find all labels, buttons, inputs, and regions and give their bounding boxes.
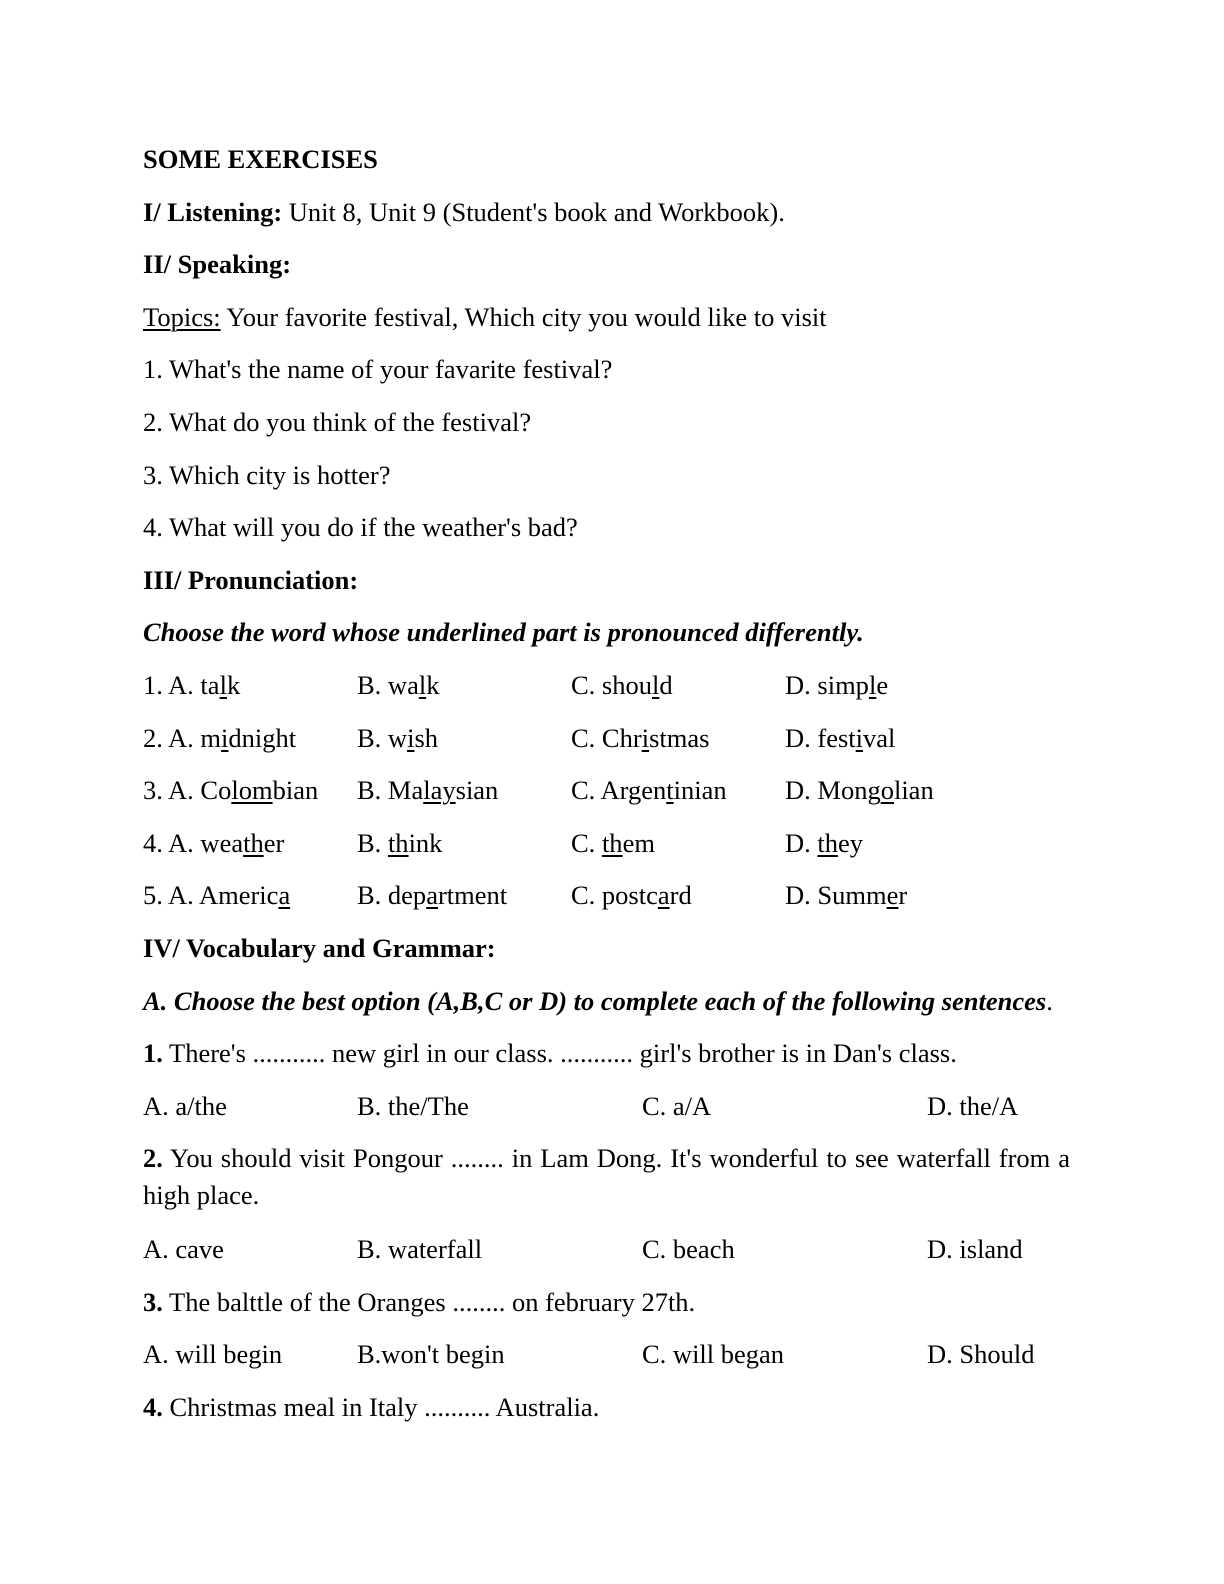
pronunciation-option (357, 665, 571, 705)
option-text-pre: C. (571, 827, 602, 858)
underlined-part: th (601, 827, 623, 858)
question-text: You should visit Pongour ........ in Lam Dong. It's wonderful to see waterfall from a high place. (143, 1143, 1070, 1211)
answer-options (143, 1334, 1070, 1387)
option-text-post: em (622, 827, 655, 858)
vocab-instruction-line (143, 981, 1070, 1034)
underlined-part: l (418, 669, 427, 700)
answer-option: C. beach (642, 1234, 735, 1265)
option-text-pre: C. Argen (571, 775, 667, 806)
underlined-part: l (219, 669, 227, 700)
option-text-post: er (263, 827, 285, 858)
vocab-question (143, 1138, 1070, 1229)
speaking-question: 1. What's the name of your favarite festival? (143, 354, 613, 385)
question-text: There's ........... new girl in our class. ........... girl's brother is in Dan's class. (162, 1038, 957, 1069)
option-text-pre: 1. A. ta (143, 669, 220, 700)
pronunciation-option (785, 875, 907, 915)
page-title: SOME EXERCISES (143, 144, 378, 174)
pronunciation-row (143, 875, 1070, 928)
speaking-question: 2. What do you think of the festival? (143, 406, 532, 437)
underlined-part: i (221, 722, 229, 753)
pronunciation-heading: III/ Pronunciation: (143, 564, 359, 595)
pronunciation-option (143, 823, 357, 863)
option-text-post: ey (838, 827, 864, 858)
listening-text: Unit 8, Unit 9 (Student's book and Workbook). (282, 196, 785, 227)
pronunciation-option (143, 718, 357, 758)
underlined-part: a (426, 880, 438, 911)
answer-options (143, 1229, 1070, 1282)
pronunciation-option (357, 875, 571, 915)
answer-option: A. will begin (143, 1339, 283, 1370)
option-text-post: rd (669, 880, 692, 911)
pronunciation-row (143, 665, 1070, 718)
pronunciation-option (571, 665, 785, 705)
pronunciation-option (143, 875, 357, 915)
answer-option: D. the/A (927, 1090, 1019, 1121)
option-text-post: e (876, 669, 889, 700)
option-text-post: k (426, 669, 440, 700)
topics-label: Topics: (143, 301, 221, 332)
underlined-part: o (880, 775, 894, 806)
pronunciation-option (143, 665, 357, 705)
option-text-pre: 2. A. m (143, 722, 222, 753)
option-text-post: sh (414, 722, 439, 753)
pronunciation-option (785, 665, 888, 705)
option-text-pre: D. Summ (785, 880, 887, 911)
pronunciation-option (357, 823, 571, 863)
underlined-part: lay (423, 775, 456, 806)
topics-text: Your favorite festival, Which city you would like to visit (220, 301, 827, 332)
pronunciation-option (571, 770, 785, 810)
listening-heading: I/ Listening: (143, 196, 283, 227)
option-text-pre: B. (357, 827, 388, 858)
pronunciation-option (357, 718, 571, 758)
underlined-part: th (817, 827, 839, 858)
answer-option: C. a/A (642, 1090, 712, 1121)
document-page (143, 139, 1070, 1440)
pronunciation-option (785, 770, 934, 810)
question-number: 3. (143, 1286, 163, 1317)
question-text: The balttle of the Oranges ........ on february 27th. (162, 1286, 696, 1317)
underlined-part: a (657, 880, 670, 911)
option-text-pre: B. wa (357, 669, 419, 700)
vocab-question (143, 1282, 1070, 1335)
vocab-question (143, 1387, 1070, 1440)
answer-option: D. island (927, 1234, 1023, 1265)
option-text-pre: B. dep (357, 880, 427, 911)
underlined-part: i (855, 722, 864, 753)
pronunciation-option (571, 875, 785, 915)
vocab-heading: IV/ Vocabulary and Grammar: (143, 932, 496, 963)
answer-option: C. will began (642, 1339, 785, 1370)
underlined-part: lom (231, 775, 273, 806)
vocab-instruction: A. Choose the best option (A,B,C or D) to complete each of the following sentences (143, 985, 1047, 1016)
pronunciation-row (143, 718, 1070, 771)
option-text-pre: C. postc (571, 880, 658, 911)
underlined-part: e (886, 880, 899, 911)
option-text-pre: 3. A. Co (143, 775, 232, 806)
option-text-post: r (898, 880, 908, 911)
option-text-pre: C. Chr (571, 722, 642, 753)
answer-options (143, 1086, 1070, 1139)
option-text-pre: D. (785, 827, 818, 858)
vocab-question-list (143, 1033, 1070, 1440)
option-text-post: bian (272, 775, 319, 806)
listening-line (143, 192, 1070, 245)
option-text-post: sian (455, 775, 499, 806)
option-text-pre: C. shou (571, 669, 652, 700)
answer-option: A. a/the (143, 1090, 227, 1121)
option-text-post: inian (673, 775, 727, 806)
option-text-pre: D. simp (785, 669, 869, 700)
pronunciation-instruction: Choose the word whose underlined part is pronounced differently. (143, 617, 864, 648)
pronunciation-option (571, 823, 785, 863)
speaking-heading: II/ Speaking: (143, 249, 292, 280)
pronunciation-table (143, 665, 1070, 928)
pronunciation-row (143, 823, 1070, 876)
underlined-part: i (641, 722, 650, 753)
option-text-pre: B. Ma (357, 775, 424, 806)
pronunciation-option (571, 718, 785, 758)
underlined-part: th (387, 827, 409, 858)
option-text-post: stmas (649, 722, 710, 753)
vocab-question (143, 1033, 1070, 1086)
underlined-part: th (243, 827, 264, 858)
answer-option: B. waterfall (357, 1234, 483, 1265)
pronunciation-option (357, 770, 571, 810)
pronunciation-option (785, 823, 863, 863)
option-text-pre: 5. A. Americ (143, 880, 279, 911)
option-text-pre: D. fest (785, 722, 856, 753)
answer-option: A. cave (143, 1234, 224, 1265)
vocab-instruction-end: . (1046, 985, 1053, 1016)
option-text-post: lian (893, 775, 934, 806)
pronunciation-option (143, 770, 357, 810)
option-text-post: ink (408, 827, 443, 858)
underlined-part: t (666, 775, 674, 806)
topics-line (143, 297, 1070, 350)
question-number: 2. (143, 1143, 163, 1174)
underlined-part: a (278, 880, 291, 911)
underlined-part: i (407, 722, 415, 753)
option-text-pre: D. Mong (785, 775, 881, 806)
option-text-pre: B. w (357, 722, 408, 753)
underlined-part: l (652, 669, 660, 700)
speaking-question: 4. What will you do if the weather's bad? (143, 512, 578, 543)
answer-option: B. the/The (357, 1090, 469, 1121)
option-text-post: d (659, 669, 673, 700)
question-number: 4. (143, 1392, 163, 1423)
pronunciation-row (143, 770, 1070, 823)
option-text-pre: 4. A. wea (143, 827, 244, 858)
pronunciation-option (785, 718, 895, 758)
option-text-post: dnight (228, 722, 297, 753)
underlined-part: l (868, 669, 877, 700)
answer-option: B.won't begin (357, 1339, 505, 1370)
speaking-question: 3. Which city is hotter? (143, 459, 391, 490)
question-number: 1. (143, 1038, 163, 1069)
option-text-post: rtment (437, 880, 508, 911)
option-text-post: val (863, 722, 896, 753)
option-text-post: k (226, 669, 241, 700)
question-text: Christmas meal in Italy .......... Australia. (162, 1392, 600, 1423)
answer-option: D. Should (927, 1339, 1035, 1370)
